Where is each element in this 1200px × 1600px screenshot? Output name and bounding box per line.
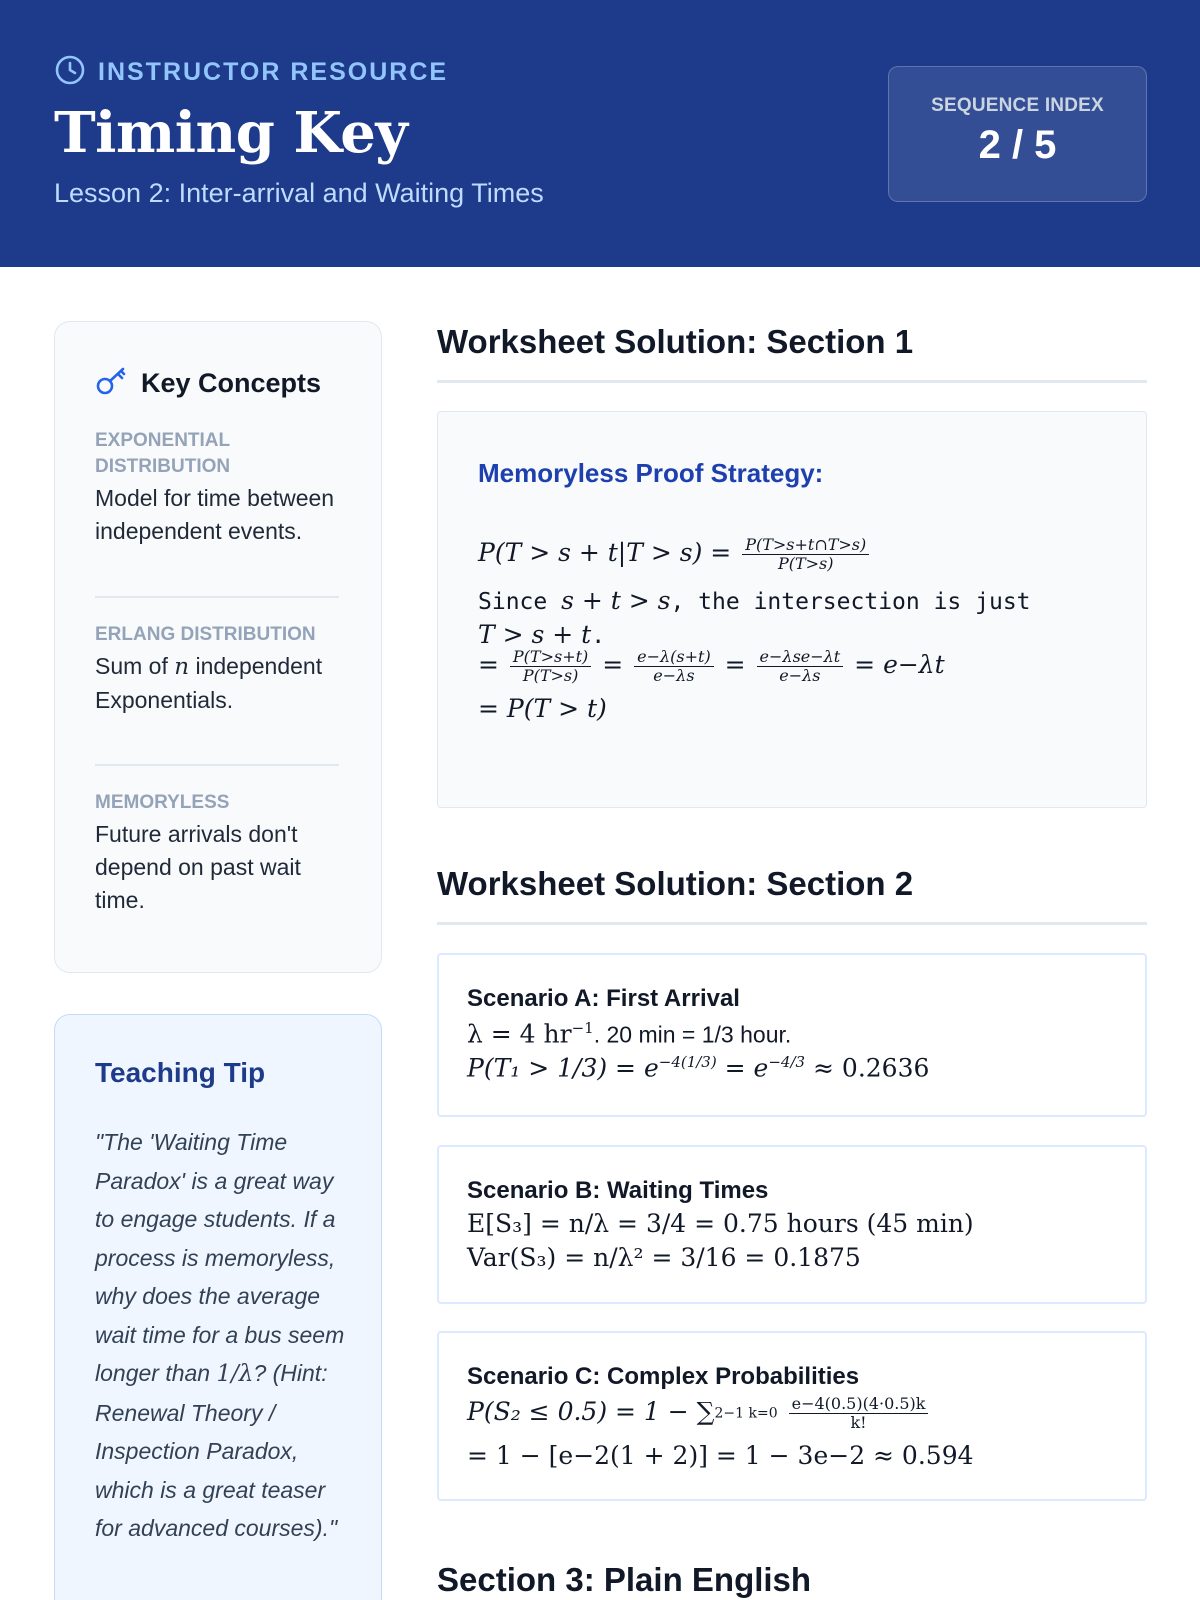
teaching-tip-quote: "The 'Waiting Time Paradox' is a great way to engage students. If a process is memoryless, why does the average wait time for a bus seem longer than 1/λ? (Hint: Renewal Theory / Inspection Paradox, which is a great teaser for advanced courses)." — [95, 1129, 345, 1541]
section-2-rule — [437, 922, 1147, 925]
divider — [95, 764, 339, 766]
scenario-c-line-1: P(S₂ ≤ 0.5) = 1 − ∑2−1 k=0 $\frac{e-4(0.5)(4\cdot 0.5)k}{k!}$ — [467, 1395, 931, 1432]
teaching-tip-title: Teaching Tip — [95, 1057, 266, 1088]
scenario-c-line-2: = 1 − [e−2(1 + 2)] = 1 − 3e−2 ≈ 0.594 — [467, 1441, 974, 1470]
proof-line-2: Since s + t > s, the intersection is just — [478, 586, 1031, 615]
proof-line-4: = $\frac{P(T>s+t)}{P(T>s)}$ = $\frac{e-\lambda(s+t)}{e-\lambda s}$ = $\frac{\text{e−λse−λt}}{e-\lambda s}$ = e−λt — [478, 647, 945, 685]
scenario-title: Scenario B: Waiting Times — [467, 1177, 769, 1204]
section-1-rule — [437, 380, 1147, 383]
page-subtitle: Lesson 2: Inter-arrival and Waiting Times — [54, 178, 544, 208]
section-3-title: Section 3: Plain English — [437, 1561, 812, 1598]
proof-line-1: P(T > s + t|T > s) = $\frac{P(T>s+t\cap T>s)}{P(T>s)}$ — [478, 536, 872, 573]
key-concepts-card — [54, 321, 382, 973]
concept-memoryless — [95, 790, 339, 917]
key-concepts-header — [95, 364, 321, 403]
concept-erlang — [95, 622, 339, 717]
proof-strategy-title: Memoryless Proof Strategy: — [478, 458, 824, 488]
page-title: Timing Key — [54, 100, 408, 166]
scenario-title: Scenario A: First Arrival — [467, 985, 740, 1012]
key-icon — [95, 364, 129, 403]
scenario-b-line-1: E[S₃] = n/λ = 3/4 = 0.75 hours (45 min) — [467, 1209, 974, 1238]
section-2-title: Worksheet Solution: Section 2 — [437, 865, 914, 902]
scenario-a-line-2: $P(T_1 > 1/3) = e^{-4(1/3)} = e^{-4/3} \approx 0.2636$ — [467, 1053, 930, 1083]
concept-description: Sum of n independent Exponentials. — [95, 653, 323, 713]
scenario-b-line-2: Var(S₃) = n/λ² = 3/16 = 0.1875 — [467, 1243, 861, 1272]
proof-box — [437, 411, 1147, 808]
sequence-index-label: SEQUENCE INDEX — [931, 95, 1104, 116]
section-1-title: Worksheet Solution: Section 1 — [437, 323, 914, 360]
concept-description: Future arrivals don't depend on past wait time. — [95, 821, 301, 913]
clock-icon — [54, 54, 86, 91]
concept-label: EXPONENTIAL DISTRIBUTION — [95, 430, 231, 477]
header — [0, 0, 1200, 267]
scenario-c-card — [437, 1331, 1147, 1501]
teaching-tip-card — [54, 1014, 382, 1600]
sequence-index-value: 2 / 5 — [978, 123, 1057, 167]
scenario-title: Scenario C: Complex Probabilities — [467, 1363, 860, 1390]
concept-label: ERLANG DISTRIBUTION — [95, 624, 316, 645]
scenario-a-card — [437, 953, 1147, 1117]
concept-description: Model for time between independent events. — [95, 485, 335, 544]
scenario-b-card — [437, 1145, 1147, 1304]
key-concepts-title: Key Concepts — [141, 368, 322, 398]
proof-line-3: T > s + t. — [478, 620, 606, 649]
sequence-index-box — [888, 66, 1147, 202]
eyebrow — [54, 54, 448, 91]
concept-exponential — [95, 428, 339, 548]
eyebrow-label: INSTRUCTOR RESOURCE — [98, 58, 449, 86]
concept-label: MEMORYLESS — [95, 792, 230, 813]
divider — [95, 596, 339, 598]
proof-line-5: = P(T > t) — [478, 694, 607, 723]
scenario-a-line-1: λ = 4 $hr^{-1}$. 20 min = 1/3 hour. — [467, 1019, 792, 1049]
